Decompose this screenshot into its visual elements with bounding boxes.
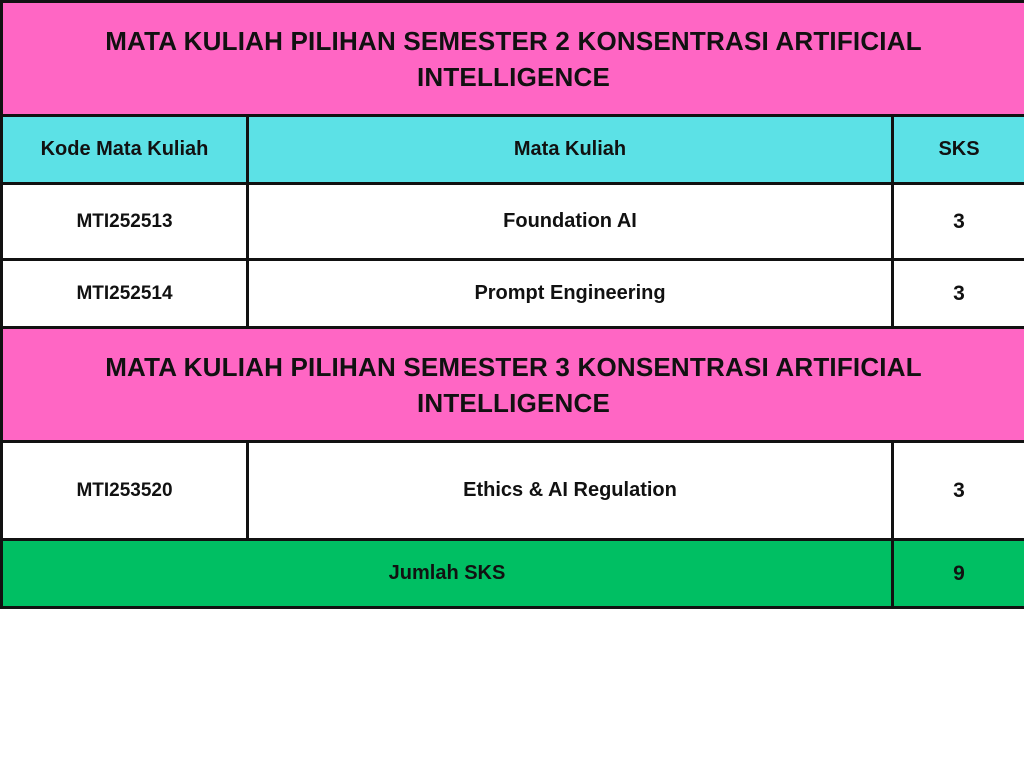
course-sks: 3 — [893, 260, 1024, 328]
header-sks: SKS — [893, 116, 1024, 184]
course-code: MTI252514 — [2, 260, 248, 328]
semester-3-title: MATA KULIAH PILIHAN SEMESTER 3 KONSENTRASI ARTIFICIAL INTELLIGENCE — [2, 328, 1024, 442]
course-name: Foundation AI — [248, 184, 893, 260]
semester-3-title-row — [2, 328, 1024, 442]
course-name: Ethics & AI Regulation — [248, 442, 893, 540]
header-course-name: Mata Kuliah — [248, 116, 893, 184]
table-row — [2, 184, 1024, 260]
course-sks: 3 — [893, 184, 1024, 260]
total-sks-value: 9 — [893, 540, 1024, 608]
total-label: Jumlah SKS — [2, 540, 893, 608]
total-row — [2, 540, 1024, 608]
course-sks: 3 — [893, 442, 1024, 540]
table-row — [2, 442, 1024, 540]
course-code: MTI252513 — [2, 184, 248, 260]
semester-2-title: MATA KULIAH PILIHAN SEMESTER 2 KONSENTRASI ARTIFICIAL INTELLIGENCE — [2, 2, 1024, 116]
course-code: MTI253520 — [2, 442, 248, 540]
course-name: Prompt Engineering — [248, 260, 893, 328]
table-row — [2, 260, 1024, 328]
header-course-code: Kode Mata Kuliah — [2, 116, 248, 184]
table-header-row — [2, 116, 1024, 184]
semester-2-title-row — [2, 2, 1024, 116]
